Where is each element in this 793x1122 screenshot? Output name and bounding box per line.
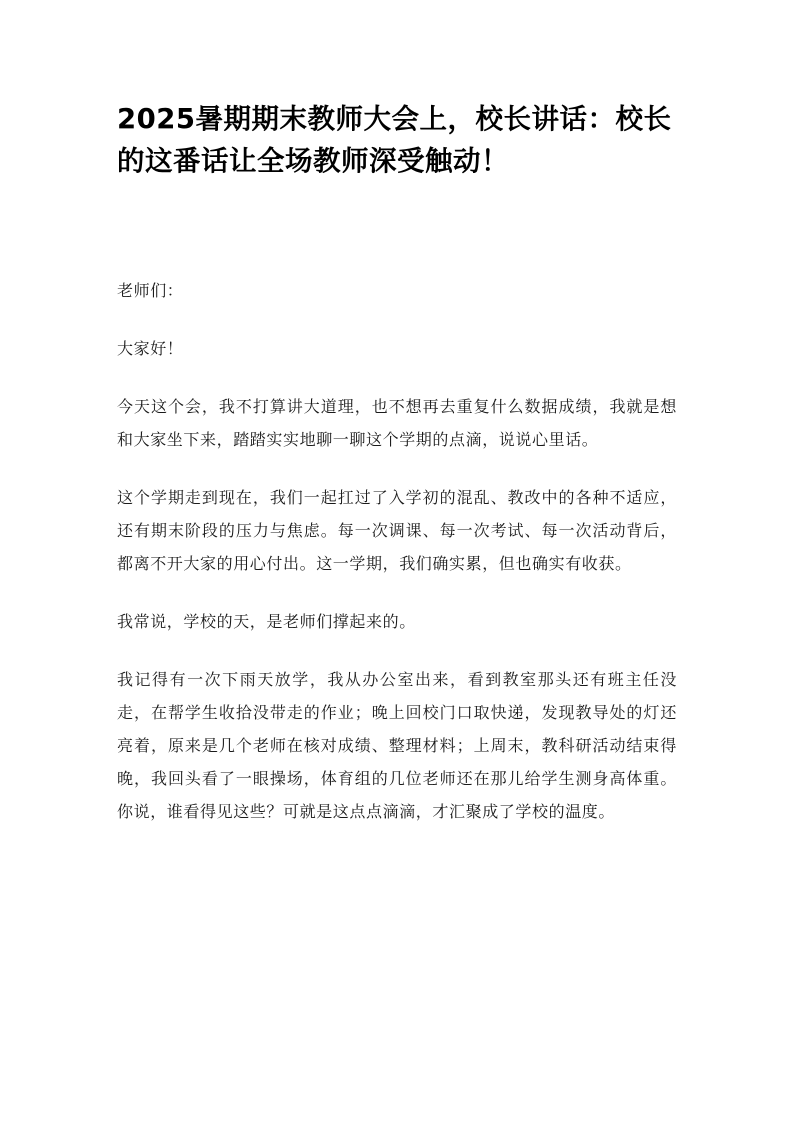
paragraph-intro: 今天这个会，我不打算讲大道理，也不想再去重复什么数据成绩，我就是想和大家坐下来，踏踏实实地聊一聊这个学期的点滴，说说心里话。 (117, 397, 677, 449)
document-title: 2025暑期期末教师大会上，校长讲话：校长的这番话让全场教师深受触动！ (117, 103, 672, 177)
paragraph-semester-review: 这个学期走到现在，我们一起扛过了入学初的混乱、教改中的各种不适应，还有期末阶段的压力与焦虑。每一次调课、每一次考试、每一次活动背后，都离不开大家的用心付出。这一学期，我们确实累，但也确实有收获。 (117, 488, 677, 573)
greeting-salutation: 老师们： (117, 281, 184, 300)
document-body (117, 274, 677, 828)
document-page (117, 98, 677, 853)
paragraph-anecdotes: 我记得有一次下雨天放学，我从办公室出来，看到教室那头还有班主任没走，在帮学生收拾没带走的作业；晚上回校门口取快递，发现教导处的灯还亮着，原来是几个老师在核对成绩、整理材料；上周末，教科研活动结束得晚，我回头看了一眼操场，体育组的几位老师还在那儿给学生测身高体重。你说，谁看得见这些？可就是这点点滴滴，才汇聚成了学校的温度。 (117, 670, 677, 821)
greeting-hello: 大家好！ (117, 339, 184, 358)
paragraph-teachers-support: 我常说，学校的天，是老师们撑起来的。 (117, 612, 416, 631)
